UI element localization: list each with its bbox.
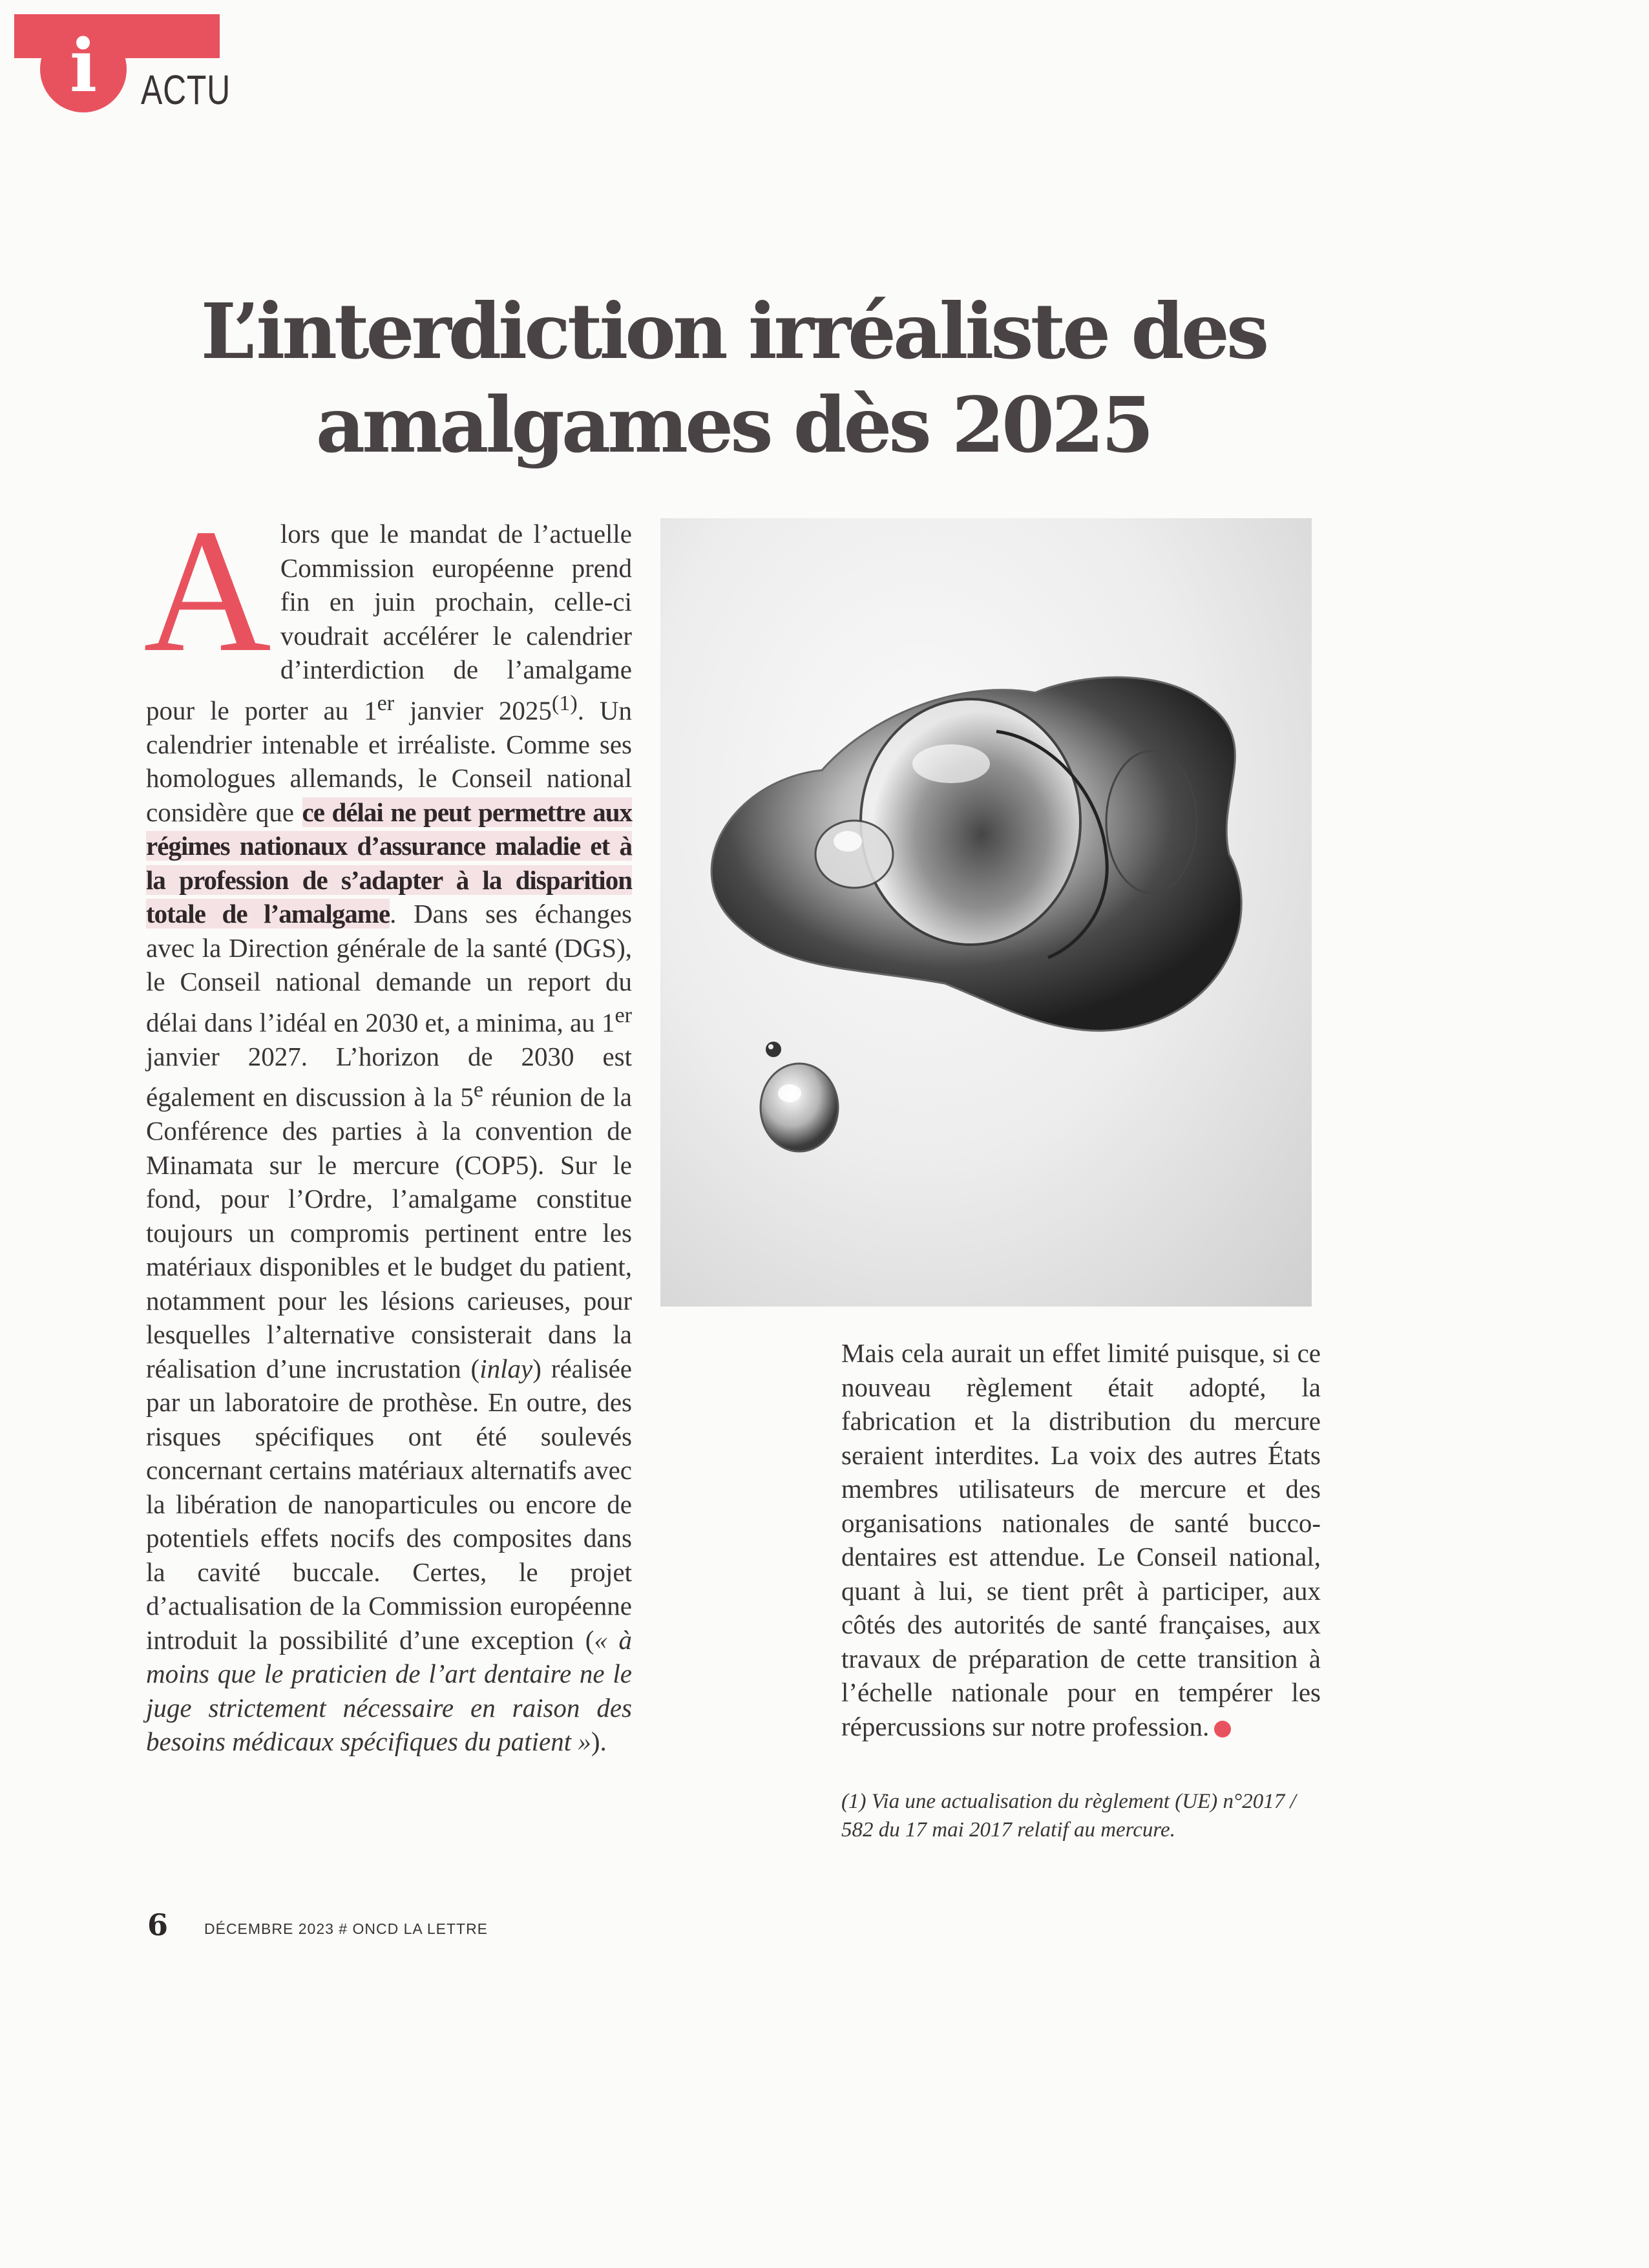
italic-term: inlay xyxy=(479,1353,533,1383)
mercury-droplet-photo xyxy=(660,518,1312,1307)
issue-label: DÉCEMBRE 2023 # ONCD LA LETTRE xyxy=(204,1920,488,1937)
footnote-ref: (1) xyxy=(551,691,578,715)
footnote: (1) Via une actualisation du règlement (UE) n°2017 / 582 du 17 mai 2017 relatif au mercure. xyxy=(841,1790,1296,1842)
superscript: e xyxy=(473,1078,484,1102)
article-text: janvier 2027. L’horizon de 2030 est également en discussion à la 5 xyxy=(146,1041,632,1112)
title-line-1: L’interdiction irréaliste des xyxy=(200,286,1266,376)
superscript: er xyxy=(377,691,395,715)
article-right-column xyxy=(841,1336,1321,1743)
drop-cap: A xyxy=(143,493,271,689)
article-text: ) réalisée par un laboratoire de prothèse. En outre, des risques spécifiques ont été soulevés concernant certains matériaux alternatifs avec la libération de nanoparticules ou encore de potentiels effets nocifs des composites dans la cavité buccale. Certes, le projet d’actualisation de la Commission européenne introduit la possibilité d’une exception ( xyxy=(146,1353,632,1655)
superscript: er xyxy=(614,1003,632,1027)
article-text: . Dans ses échanges avec la Direction générale de la santé (DGS), le Conseil national demande un report du délai dans l’idéal en 2030 et, a minima, au 1 xyxy=(146,899,632,1038)
section-label: ACTU xyxy=(141,67,231,113)
article-text: Mais cela aurait un effet limité puisque, si ce nouveau règlement était adopté, la fabrication et la distribution du mercure seraient interdites. La voix des autres États membres utilisateurs de mercure et des organisations nationales de santé bucco-dentaires est attendue. Le Conseil national, quant à lui, se tient prêt à participer, aux côtés des autorités de santé françaises, aux travaux de préparation de cette transition à l’échelle nationale pour en tempérer les répercussions sur notre profession. xyxy=(841,1338,1321,1741)
article-title xyxy=(162,284,1305,472)
article-text: réunion de la Conférence des parties à la convention de Minamata sur le mercure (COP5). Sur le fond, pour l’Ordre, l’amalgame constitue toujours un compromis pertinent entre les matériaux disponibles et le budget du patient, notamment pour les lésions carieuses, pour lesquelles l’alternative consisterait dans la réalisation d’une incrustation ( xyxy=(146,1082,632,1383)
page-number: 6 xyxy=(147,1907,169,1942)
end-mark-icon xyxy=(1214,1721,1231,1738)
title-line-2: amalgames dès 2025 xyxy=(315,380,1151,470)
italic-quote: « à moins que le praticien de l’art dentaire ne le juge strictement nécessaire en raison des besoins médicaux spécifiques du patient » xyxy=(146,1624,632,1757)
highlighted-text: ce délai ne peut permettre aux régimes nationaux d’assurance maladie et à la profession de s’adapter à la disparition totale de l’amalgame xyxy=(146,797,632,929)
article-text: janvier 2025 xyxy=(394,695,552,726)
info-icon: i xyxy=(40,26,127,112)
mercury-droplet-illustration xyxy=(660,518,1312,1307)
article-paragraph xyxy=(841,1336,1321,1743)
article-text: ). xyxy=(591,1727,607,1757)
article-paragraph xyxy=(143,493,633,1759)
article-text: lors que le mandat de l’actuelle Commission européenne prend fin en juin prochain, celle-ci voudrait accélérer le calendrier d’interdiction de l’amalgame pour le porter au 1 xyxy=(146,519,632,726)
article-text: . Un calendrier intenable et irréaliste. Comme ses homologues allemands, le Conseil national considère que xyxy=(146,695,633,827)
article-left-column xyxy=(143,493,633,1759)
